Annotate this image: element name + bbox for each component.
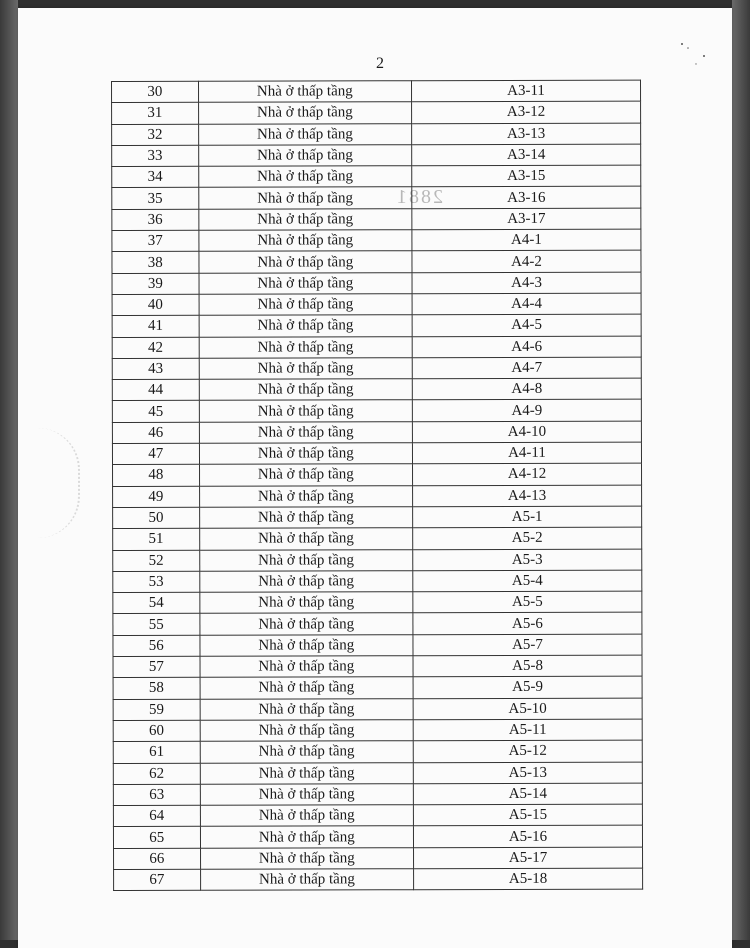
row-number-cell: 45 [112,401,199,423]
table-row [113,698,642,721]
housing-type-cell: Nhà ở thấp tầng [198,145,411,167]
row-number-cell: 37 [112,230,199,252]
lot-code-cell: A3-13 [412,123,641,145]
lot-code-cell: A3-12 [412,101,641,123]
housing-type-cell: Nhà ở thấp tầng [200,847,413,869]
row-number-cell: 52 [113,550,200,572]
table-row [114,847,643,870]
housing-type-cell: Nhà ở thấp tầng [199,336,412,358]
table-row [113,591,642,614]
lot-code-cell: A5-9 [413,676,642,698]
row-number-cell: 67 [114,869,201,891]
table-row [112,357,641,380]
table-row [112,293,641,316]
lot-code-cell: A4-2 [412,250,641,272]
housing-type-cell: Nhà ở thấp tầng [199,464,412,486]
housing-type-cell: Nhà ở thấp tầng [199,507,412,529]
row-number-cell: 47 [112,443,199,465]
table-row [113,826,642,849]
lot-code-cell: A4-5 [412,314,641,336]
housing-type-cell: Nhà ở thấp tầng [198,102,411,124]
table-row [112,80,641,103]
row-number-cell: 42 [112,337,199,359]
row-number-cell: 48 [113,465,200,487]
lot-code-cell: A4-6 [412,336,641,358]
page-number: 2 [376,55,384,72]
lot-code-cell: A5-6 [413,613,642,635]
row-number-cell: 39 [112,273,199,295]
background-edge-left [0,0,18,940]
lot-code-cell: A5-12 [413,740,642,762]
table-row [113,549,642,572]
housing-type-cell: Nhà ở thấp tầng [200,784,413,806]
housing-type-cell: Nhà ở thấp tầng [199,379,412,401]
housing-type-cell: Nhà ở thấp tầng [199,549,412,571]
row-number-cell: 53 [113,571,200,593]
housing-type-cell: Nhà ở thấp tầng [199,528,412,550]
table-row [113,613,642,636]
housing-type-cell: Nhà ở thấp tầng [199,251,412,273]
table-row [112,314,641,337]
table-row [114,868,643,891]
lot-code-cell: A5-1 [413,506,642,528]
row-number-cell: 41 [112,316,199,338]
housing-type-cell: Nhà ở thấp tầng [199,571,412,593]
housing-type-cell: Nhà ở thấp tầng [198,187,411,209]
row-number-cell: 35 [112,188,199,210]
lot-code-cell: A5-15 [413,804,642,826]
lot-code-cell: A3-15 [412,165,641,187]
housing-type-cell: Nhà ở thấp tầng [200,720,413,742]
table-row [113,485,642,508]
lot-code-cell: A3-17 [412,208,641,230]
housing-type-cell: Nhà ở thấp tầng [199,400,412,422]
background-edge-right [732,0,750,940]
housing-type-cell: Nhà ở thấp tầng [199,358,412,380]
table-row [113,719,642,742]
table-row [113,570,642,593]
row-number-cell: 36 [112,209,199,231]
lot-code-cell: A5-5 [413,591,642,613]
lot-code-cell: A5-16 [413,826,642,848]
table-row [112,101,641,124]
row-number-cell: 56 [113,635,200,657]
table-row [113,655,642,678]
table-row [112,229,641,252]
table-row [112,250,641,273]
lot-list-table [111,80,643,892]
lot-code-cell: A4-7 [412,357,641,379]
housing-type-cell: Nhà ở thấp tầng [199,230,412,252]
row-number-cell: 33 [112,145,199,167]
row-number-cell: 38 [112,252,199,274]
lot-code-cell: A5-11 [413,719,642,741]
lot-code-cell: A5-3 [413,549,642,571]
table-row [113,740,642,763]
housing-type-cell: Nhà ở thấp tầng [199,485,412,507]
housing-type-cell: Nhà ở thấp tầng [200,634,413,656]
housing-type-cell: Nhà ở thấp tầng [198,123,411,145]
housing-type-cell: Nhà ở thấp tầng [199,272,412,294]
table-row [112,336,641,359]
lot-code-cell: A3-11 [412,80,641,102]
housing-type-cell: Nhà ở thấp tầng [200,741,413,763]
row-number-cell: 51 [113,529,200,551]
lot-code-cell: A4-13 [413,485,642,507]
lot-code-cell: A5-17 [414,847,643,869]
housing-type-cell: Nhà ở thấp tầng [198,208,411,230]
table-row [112,400,641,423]
housing-type-cell: Nhà ở thấp tầng [199,592,412,614]
table-row [112,165,641,188]
housing-type-cell: Nhà ở thấp tầng [199,443,412,465]
table-row [112,123,641,146]
housing-type-cell: Nhà ở thấp tầng [200,656,413,678]
row-number-cell: 66 [114,848,201,870]
lot-code-cell: A5-18 [414,868,643,890]
table-row [113,506,642,529]
lot-code-cell: A4-3 [412,272,641,294]
lot-code-cell: A4-4 [412,293,641,315]
lot-list-body [112,80,643,891]
table-row [113,762,642,785]
table-row [112,378,641,401]
row-number-cell: 40 [112,294,199,316]
lot-code-cell: A4-10 [412,421,641,443]
row-number-cell: 54 [113,592,200,614]
housing-type-cell: Nhà ở thấp tầng [198,81,411,103]
table-row [112,421,641,444]
housing-type-cell: Nhà ở thấp tầng [200,613,413,635]
lot-code-cell: A4-12 [413,463,642,485]
row-number-cell: 65 [113,827,200,849]
table-row [112,272,641,295]
row-number-cell: 64 [113,805,200,827]
row-number-cell: 32 [112,124,199,146]
row-number-cell: 55 [113,614,200,636]
row-number-cell: 60 [113,720,200,742]
row-number-cell: 61 [113,741,200,763]
faint-seal-mark [38,428,80,538]
housing-type-cell: Nhà ở thấp tầng [200,698,413,720]
table-row [112,208,641,231]
row-number-cell: 50 [113,507,200,529]
lot-code-cell: A5-14 [413,783,642,805]
paper-specks [674,38,714,78]
housing-type-cell: Nhà ở thấp tầng [199,315,412,337]
housing-type-cell: Nhà ở thấp tầng [199,294,412,316]
row-number-cell: 63 [113,784,200,806]
row-number-cell: 44 [112,379,199,401]
row-number-cell: 34 [112,166,199,188]
lot-code-cell: A4-1 [412,229,641,251]
lot-code-cell: A3-16 [412,187,641,209]
table-row [112,144,641,167]
housing-type-cell: Nhà ở thấp tầng [199,421,412,443]
table-row [112,187,641,210]
row-number-cell: 49 [113,486,200,508]
lot-code-cell: A5-7 [413,634,642,656]
lot-code-cell: A5-2 [413,527,642,549]
housing-type-cell: Nhà ở thấp tầng [200,869,413,891]
lot-code-cell: A4-9 [412,400,641,422]
table-row [113,527,642,550]
row-number-cell: 59 [113,699,200,721]
row-number-cell: 30 [112,81,199,103]
table-row [113,804,642,827]
table-row [112,442,641,465]
row-number-cell: 31 [112,103,199,125]
table-row [113,463,642,486]
table-row [113,783,642,806]
lot-code-cell: A5-13 [413,762,642,784]
lot-code-cell: A3-14 [412,144,641,166]
housing-type-cell: Nhà ở thấp tầng [200,677,413,699]
lot-code-cell: A4-11 [412,442,641,464]
housing-type-cell: Nhà ở thấp tầng [200,762,413,784]
lot-code-cell: A4-8 [412,378,641,400]
row-number-cell: 43 [112,358,199,380]
lot-code-cell: A5-10 [413,698,642,720]
lot-code-cell: A5-4 [413,570,642,592]
row-number-cell: 62 [113,763,200,785]
row-number-cell: 57 [113,656,200,678]
row-number-cell: 58 [113,678,200,700]
table-row [113,676,642,699]
table-row [113,634,642,657]
housing-type-cell: Nhà ở thấp tầng [198,166,411,188]
lot-code-cell: A5-8 [413,655,642,677]
row-number-cell: 46 [112,422,199,444]
bleed-through-stamp: 2881 [395,186,443,208]
housing-type-cell: Nhà ở thấp tầng [200,826,413,848]
housing-type-cell: Nhà ở thấp tầng [200,805,413,827]
